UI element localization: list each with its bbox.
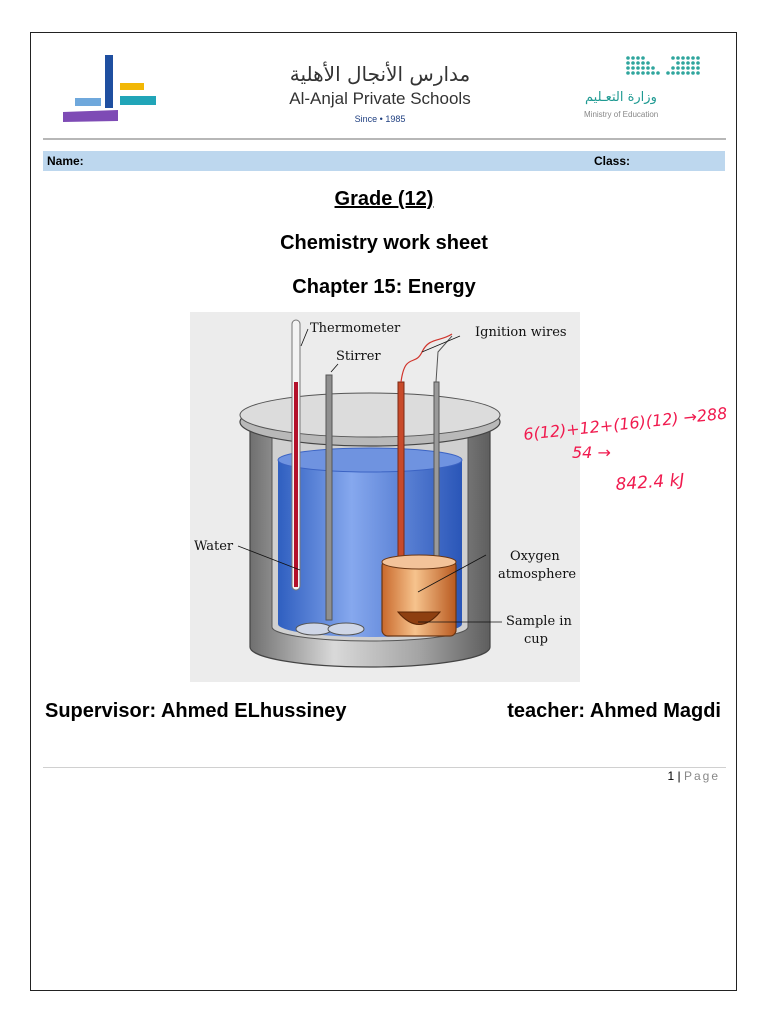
label-thermometer: Thermometer [310,321,401,336]
school-title-block [250,62,510,124]
page-separator: | [674,769,684,783]
label-sample-line2: cup [524,632,548,647]
worksheet-title: Chemistry work sheet [280,232,488,254]
name-label: Name: [47,154,84,168]
handwriting-line1: 6(12)+12+(16)(12) →288 [522,403,729,444]
label-stirrer: Stirrer [336,349,381,364]
school-logo [60,50,160,125]
label-ignition-wires: Ignition wires [475,325,567,340]
label-oxygen-line1: Oxygen [510,549,560,564]
ministry-name-arabic: وزارة التعـليم [585,90,657,105]
teacher-name: teacher: Ahmed Magdi [507,700,721,722]
class-label: Class: [594,154,631,168]
school-name-english: Al-Anjal Private Schools [289,89,471,108]
chapter-title: Chapter 15: Energy [292,276,476,298]
footer-divider [43,767,726,768]
label-water: Water [194,539,234,554]
header-divider [43,138,726,140]
grade-heading [0,188,768,211]
page-number: 1 [667,769,675,783]
label-oxygen-line2: atmosphere [498,567,577,582]
handwriting-line3: 842.4 kJ [614,470,686,495]
handwriting-line2: 54 → [572,443,611,462]
page-word: Page [683,769,720,783]
school-since: Since • 1985 [354,114,406,124]
supervisor-name: Supervisor: Ahmed ELhussiney [45,700,347,722]
grade-text: Grade (12) [334,188,434,210]
page-footer [667,769,720,783]
school-name-arabic: مدارس الأنجال الأهلية [289,62,471,86]
label-sample-line1: Sample in [506,614,572,629]
name-class-bar [43,151,725,171]
ministry-name-english: Ministry of Education [584,110,659,119]
handwritten-calculation [520,390,735,500]
